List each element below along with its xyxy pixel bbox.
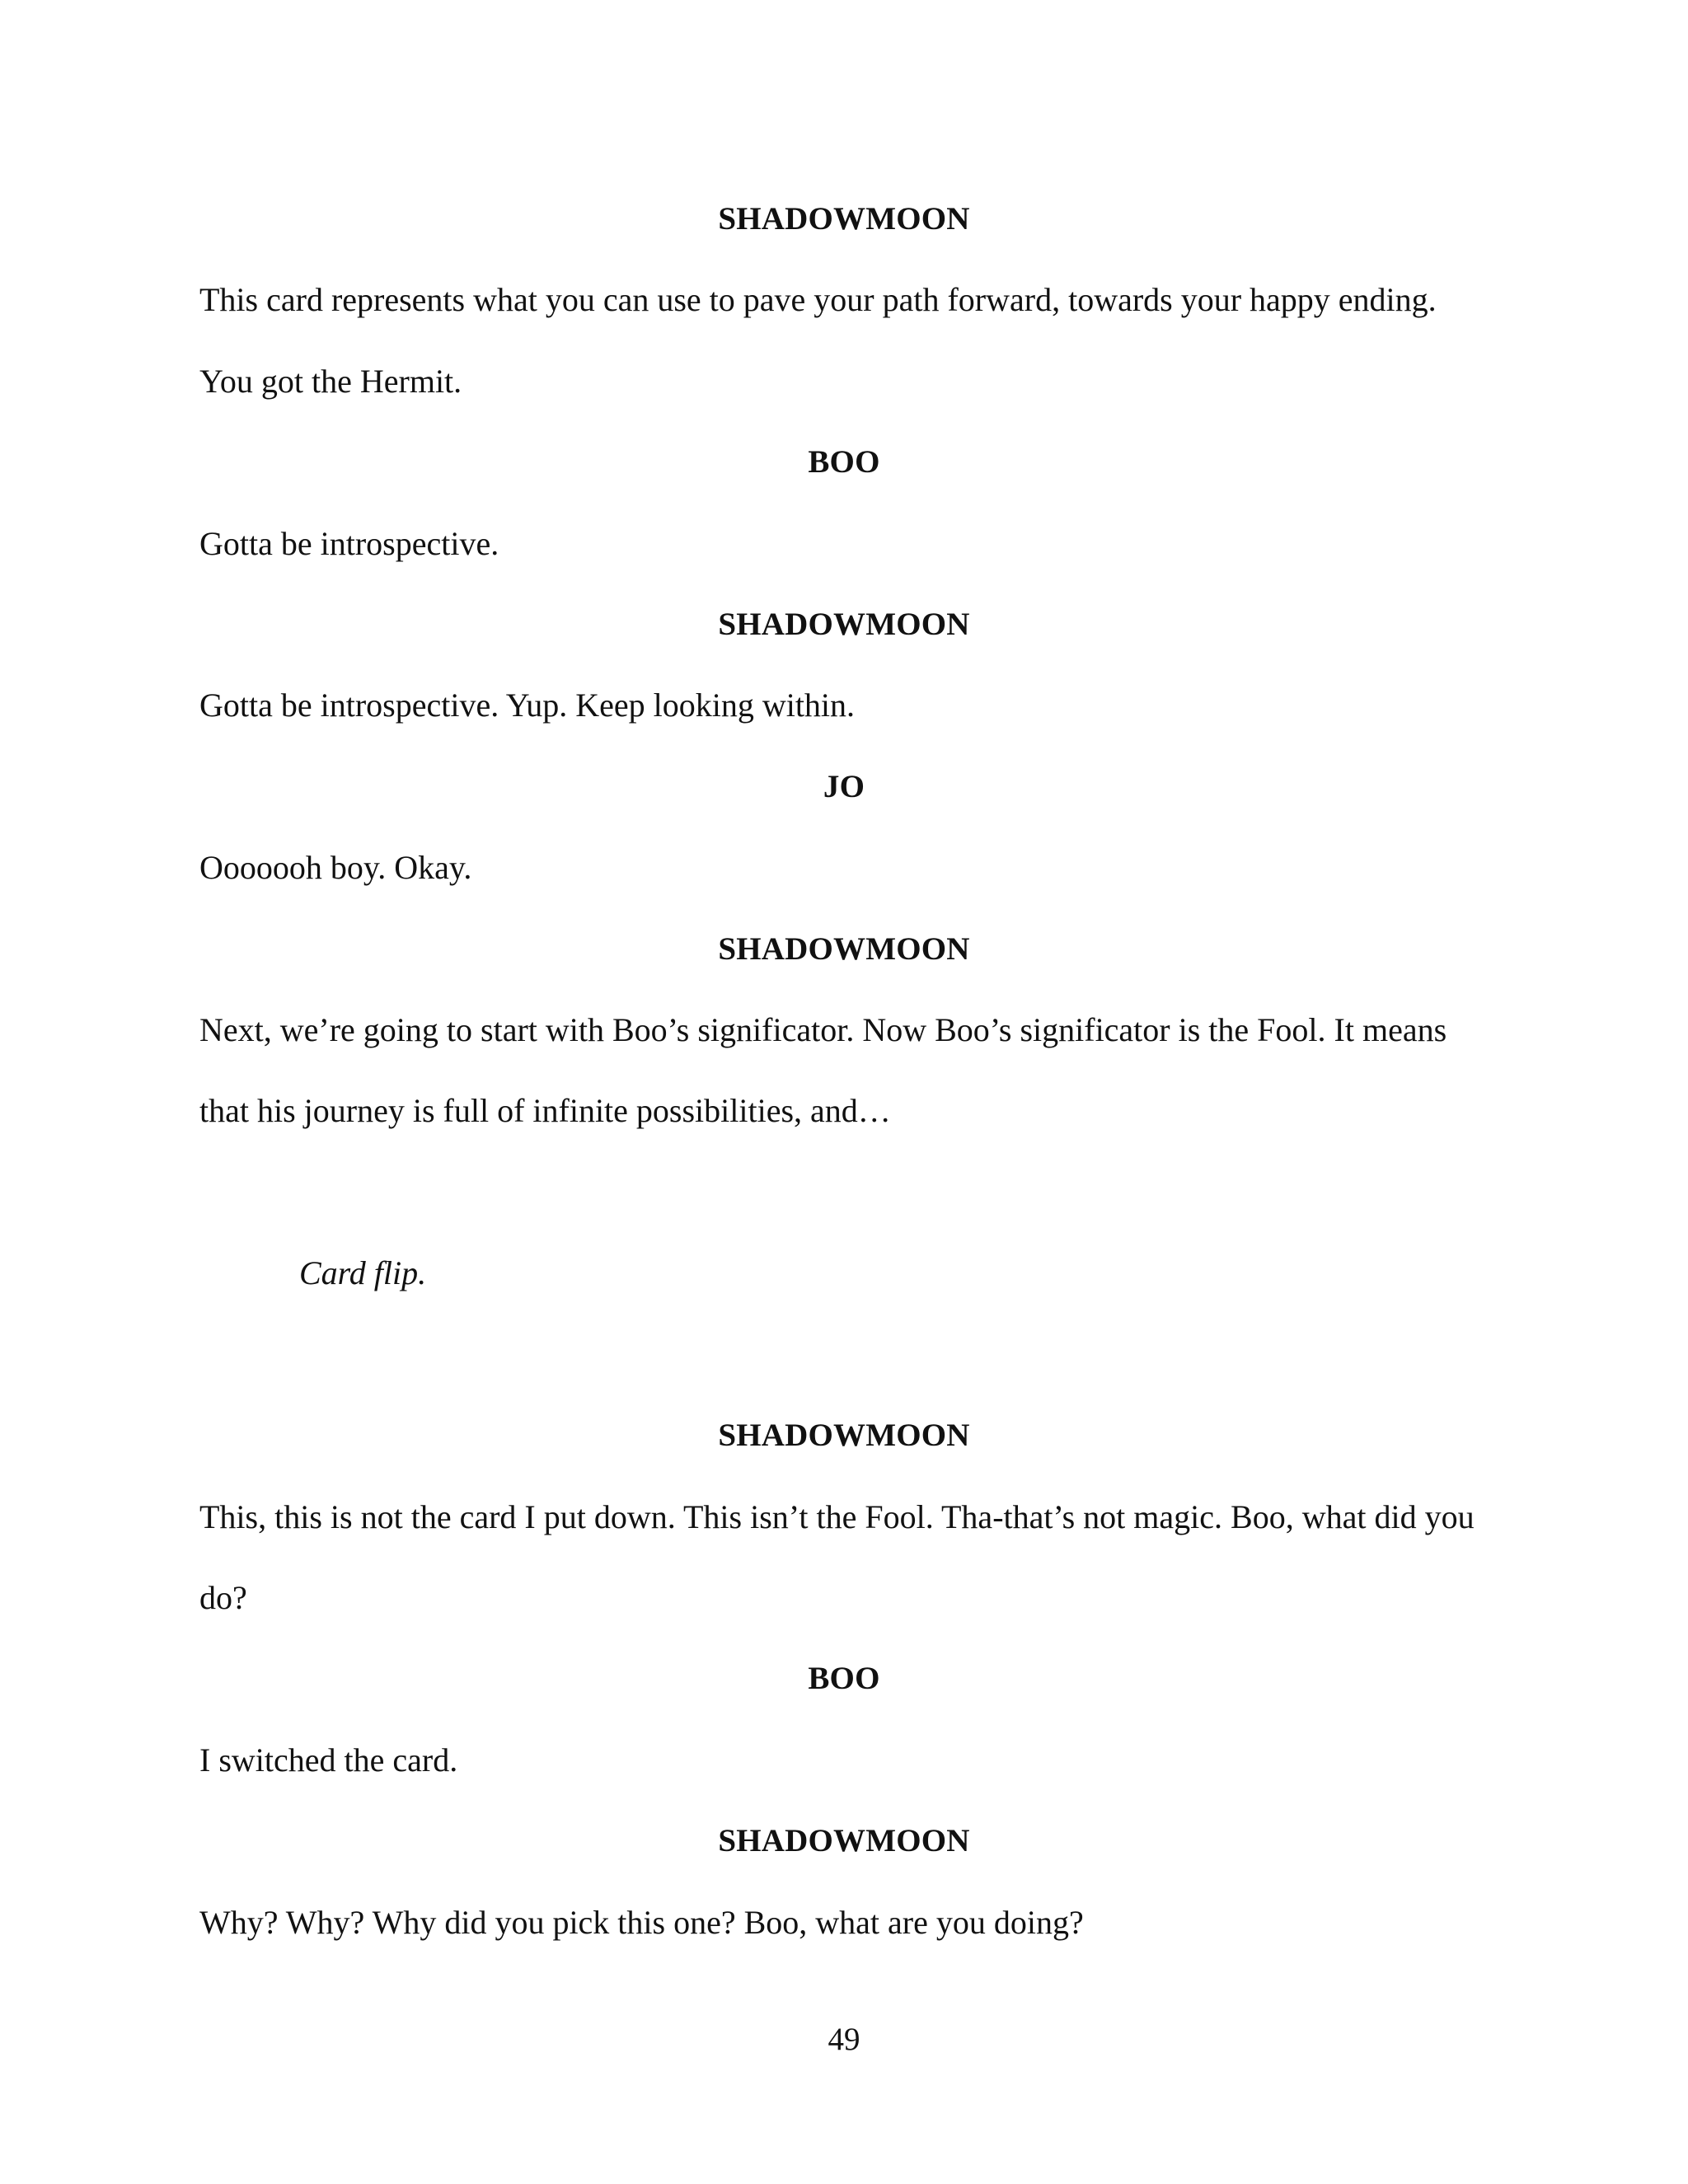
page-number: 49 — [828, 2022, 860, 2057]
speaker-name: SHADOWMOON — [718, 607, 970, 642]
speaker-name: SHADOWMOON — [718, 1823, 970, 1858]
dialogue-line: Gotta be introspective. Yup. Keep looking within. — [199, 687, 856, 724]
action-line: Card flip. — [299, 1254, 427, 1291]
dialogue-line: This card represents what you can use to pave your path forward, towards your happy ending. — [199, 281, 1437, 318]
speaker-name: SHADOWMOON — [718, 1418, 970, 1453]
speaker-name: BOO — [808, 444, 880, 480]
dialogue-line: Ooooooh boy. Okay. — [199, 849, 472, 886]
speaker-name: BOO — [808, 1661, 880, 1696]
dialogue-line: Why? Why? Why did you pick this one? Boo, what are you doing? — [199, 1904, 1084, 1941]
dialogue-line: Next, we’re going to start with Boo’s significator. Now Boo’s significator is the Fool. It means — [199, 1011, 1447, 1048]
dialogue-line: do? — [199, 1579, 247, 1616]
dialogue-line: that his journey is full of infinite possibilities, and… — [199, 1092, 891, 1129]
speaker-name: SHADOWMOON — [718, 931, 970, 967]
speaker-name: SHADOWMOON — [718, 201, 970, 237]
dialogue-line: I switched the card. — [199, 1741, 458, 1779]
dialogue-line: This, this is not the card I put down. This isn’t the Fool. Tha-that’s not magic. Boo, what did you — [199, 1498, 1475, 1535]
dialogue-line: You got the Hermit. — [199, 363, 462, 400]
speaker-name: JO — [823, 769, 865, 804]
dialogue-line: Gotta be introspective. — [199, 525, 499, 562]
